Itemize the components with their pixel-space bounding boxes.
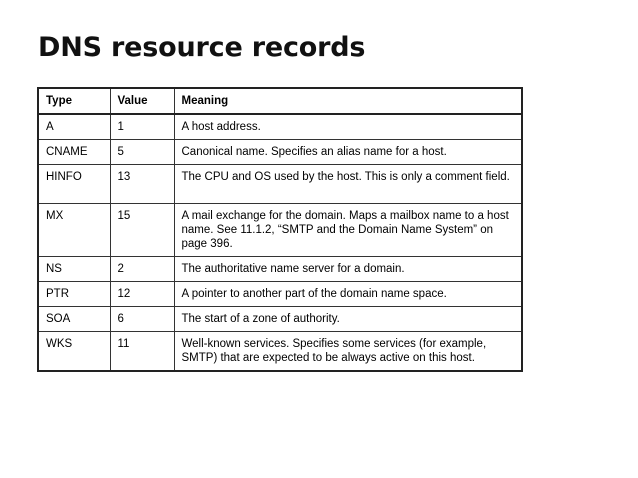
cell-type: HINFO bbox=[38, 165, 110, 204]
cell-value: 5 bbox=[110, 140, 174, 165]
cell-value: 6 bbox=[110, 307, 174, 332]
cell-type: CNAME bbox=[38, 140, 110, 165]
cell-type: WKS bbox=[38, 332, 110, 372]
cell-value: 12 bbox=[110, 282, 174, 307]
cell-meaning: The start of a zone of authority. bbox=[174, 307, 522, 332]
cell-type: SOA bbox=[38, 307, 110, 332]
table-row bbox=[38, 204, 522, 257]
column-header-value: Value bbox=[110, 88, 174, 114]
dns-records-table-container bbox=[37, 87, 521, 372]
table-row bbox=[38, 257, 522, 282]
dns-records-table bbox=[37, 87, 523, 372]
cell-type: NS bbox=[38, 257, 110, 282]
table-row bbox=[38, 114, 522, 140]
cell-value: 1 bbox=[110, 114, 174, 140]
column-header-meaning: Meaning bbox=[174, 88, 522, 114]
table-row bbox=[38, 165, 522, 204]
cell-value: 2 bbox=[110, 257, 174, 282]
cell-meaning: Canonical name. Specifies an alias name for a host. bbox=[174, 140, 522, 165]
table-header bbox=[38, 88, 522, 114]
page-title: DNS resource records bbox=[38, 32, 366, 63]
cell-meaning: The authoritative name server for a domain. bbox=[174, 257, 522, 282]
cell-meaning: A pointer to another part of the domain name space. bbox=[174, 282, 522, 307]
table-row bbox=[38, 307, 522, 332]
table-row bbox=[38, 332, 522, 372]
cell-type: A bbox=[38, 114, 110, 140]
cell-type: PTR bbox=[38, 282, 110, 307]
column-header-type: Type bbox=[38, 88, 110, 114]
cell-meaning: The CPU and OS used by the host. This is only a comment field. bbox=[174, 165, 522, 204]
table-body bbox=[38, 114, 522, 371]
cell-value: 15 bbox=[110, 204, 174, 257]
cell-value: 11 bbox=[110, 332, 174, 372]
table-row bbox=[38, 282, 522, 307]
cell-type: MX bbox=[38, 204, 110, 257]
cell-meaning: Well-known services. Specifies some services (for example, SMTP) that are expected to be always active on this host. bbox=[174, 332, 522, 372]
cell-meaning: A host address. bbox=[174, 114, 522, 140]
cell-value: 13 bbox=[110, 165, 174, 204]
table-header-row bbox=[38, 88, 522, 114]
cell-meaning: A mail exchange for the domain. Maps a mailbox name to a host name. See 11.1.2, “SMTP and the Domain Name System” on page 396. bbox=[174, 204, 522, 257]
table-row bbox=[38, 140, 522, 165]
